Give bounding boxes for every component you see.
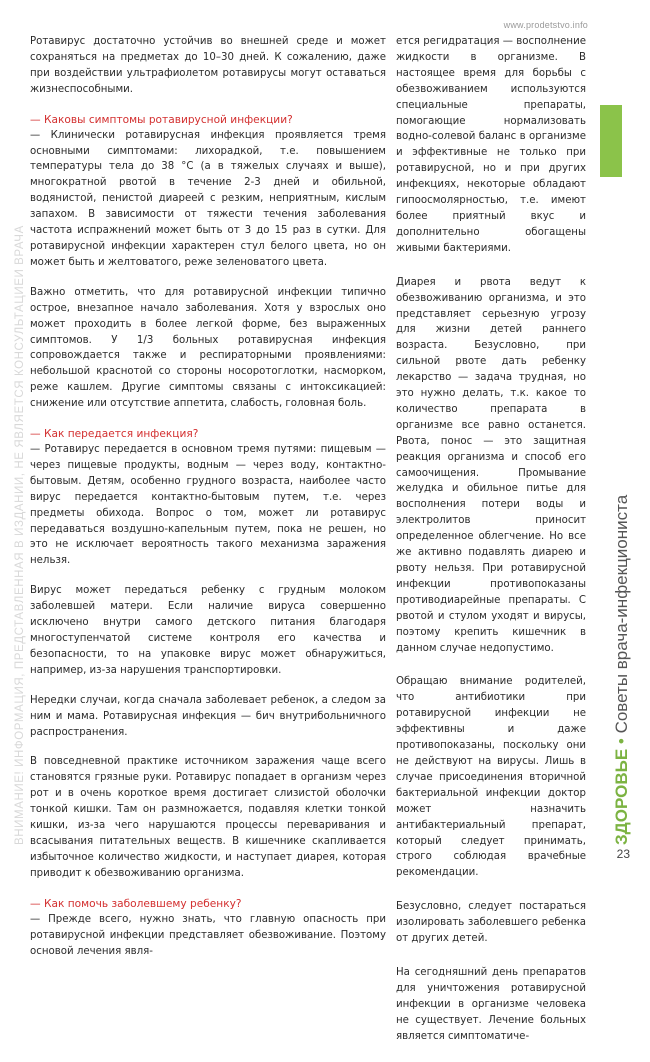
page-number: 23 [616,847,630,861]
paragraph: Безусловно, следует постараться изолировать заболевшего ребенка от других детей. [396,901,586,945]
question-heading-symptoms: — Каковы симптомы ротавирусной инфекции? [30,113,293,126]
left-column [30,34,386,973]
section-keyword: ЗДОРОВЬЕ [612,748,631,845]
paragraph: ется регидратация — восполнение жидкости в организме. В настоящее время для борьбы с обезвоживанием используются специальные препараты, помогающие нормализовать водно-солевой баланс в организме и эффективные не только при ротавирусной, но и при других инфекциях, некоторые обладают гипоосмолярностью, т.е. имеют более приятный вкус и дополнительно обогащены живыми бактериями. [396,36,586,254]
paragraph: Вирус может передаться ребенку с грудным молоком заболевшей матери. Если наличие вируса совершенно исключено внутри самого детского питания благодаря многоступенчатой системе контроля его качества и безопасности, то на упаковке вирус может обнаружиться, например, из-за нарушения транспортировки. [30,585,386,676]
section-bullet: • [612,738,631,745]
paragraph: Обращаю внимание родителей, что антибиотики при ротавирусной инфекции не эффективны и даже противопоказаны, поскольку они не действуют на вирусы. Лишь в случае присоединения вторичной бактериальной инфекции доктор может назначить антибактериальный препарат, который следует принимать, строго соблюдая врачебные рекомендации. [396,676,586,879]
question-heading-help: — Как помочь заболевшему ребенку? [30,897,242,910]
paragraph: Ротавирус достаточно устойчив во внешней среде и может сохраняться на предметах до 10–30 дней. К сожалению, даже при воздействии ультрафиолетом ротавирусы могут оставаться жизнеспособными. [30,36,386,95]
section-color-tab [600,105,622,177]
question-heading-transmission: — Как передается инфекция? [30,428,199,441]
paragraph: Нередки случаи, когда сначала заболевает ребенок, а следом за ним и мама. Ротавирусная инфекция — бич внутрибольничного распространения. [30,694,386,738]
disclaimer-watermark: ВНИМАНИЕ! ИНФОРМАЦИЯ, ПРЕДСТАВЛЕННАЯ В ИЗДАНИИ, НЕ ЯВЛЯЕТСЯ КОНСУЛЬТАЦИЕЙ ВРАЧА [14,225,26,845]
section-label [612,495,632,845]
paragraph: Диарея и рвота ведут к обезвоживанию организма, и это представляет серьезную угрозу для жизни детей раннего возраста. Безусловно, при сильной рвоте дать ребенку лекарство — задача трудная, но это нужно делать, т.к. какое то количество препарата в организме все равно останется. Рвота, понос — это защитная реакция организма и способ его самоочищения. Промывание желудка и обильное питье для восполнения потери воды и электролитов приносит определенное облегчение. Но все же активно подавлять диарею и рвоту нельзя. При ротавирусной инфекции противопоказаны противодиарейные препараты. С рвотой и стулом уходят и вирусы, поэтому крепить кишечник в данном случае недопустимо. [396,276,586,654]
site-url: www.prodetstvo.info [503,20,588,30]
paragraph: На сегодняшний день препаратов для уничтожения ротавирусной инфекции в организме человека не существует. Лечение больных является симптоматиче- [396,966,586,1042]
paragraph: — Прежде всего, нужно знать, что главную опасность при ротавирусной инфекции представляет обезвоживание. Поэтому основой лечения явля- [30,913,386,957]
paragraph: — Ротавирус передается в основном тремя путями: пищевым — через пищевые продукты, водным — через воду, контактно-бытовым. Детям, особенно грудного возраста, наиболее часто вирус передается контактно-бытовым путем, т.е. через предметы обихода. Вопрос о том, может ли ротавирус передаваться воздушно-капельным путем, пока не решен, но это не исключает вероятность такого механизма заражения нельзя. [30,444,386,567]
paragraph: — Клинически ротавирусная инфекция проявляется тремя основными симптомами: лихорадкой, т.е. повышением температуры тела до 38 °С (а в тяжелых случаях и выше), многократной рвотой в течение 2-3 дней и обильной, водянистой, пенистой диареей с резким, неприятным, кислым запахом. В зависимости от тяжести течения заболевания частота испражнений может быть от 3 до 15 раз в сутки. Для ротавирусной инфекции характерен стул белого цвета, но он может быть и желтоватого, реже зеленоватого цвета. [30,129,386,268]
paragraph: Важно отметить, что для ротавирусной инфекции типично острое, внезапное начало заболевания. Хотя у взрослых оно может проходить в более легкой форме, без выраженных симптомов. У 1/3 больных ротавирусная инфекция сопровождается также и респираторными проявлениями: небольшой краснотой со стороны носоротоглотки, насморком, реже кашлем. Другие симптомы связаны с интоксикацией: снижение или отсутствие аппетита, слабость, головная боль. [30,286,386,410]
paragraph: В повседневной практике источником заражения чаще всего становятся грязные руки. Ротавирус попадает в организм через рот и в очень короткое время достигает слизистой оболочки тонкой кишки. Там он размножается, подавляя клетки тонкой кишки, из-за чего нарушаются процессы переваривания и всасывания питательных веществ. В кишечнике скапливается избыточное количество жидкости, и наступает диарея, которая приводит к обезвоживанию организма. [30,756,386,879]
section-subtitle: Советы врача-инфекциониста [612,494,631,734]
right-column [396,34,586,1062]
